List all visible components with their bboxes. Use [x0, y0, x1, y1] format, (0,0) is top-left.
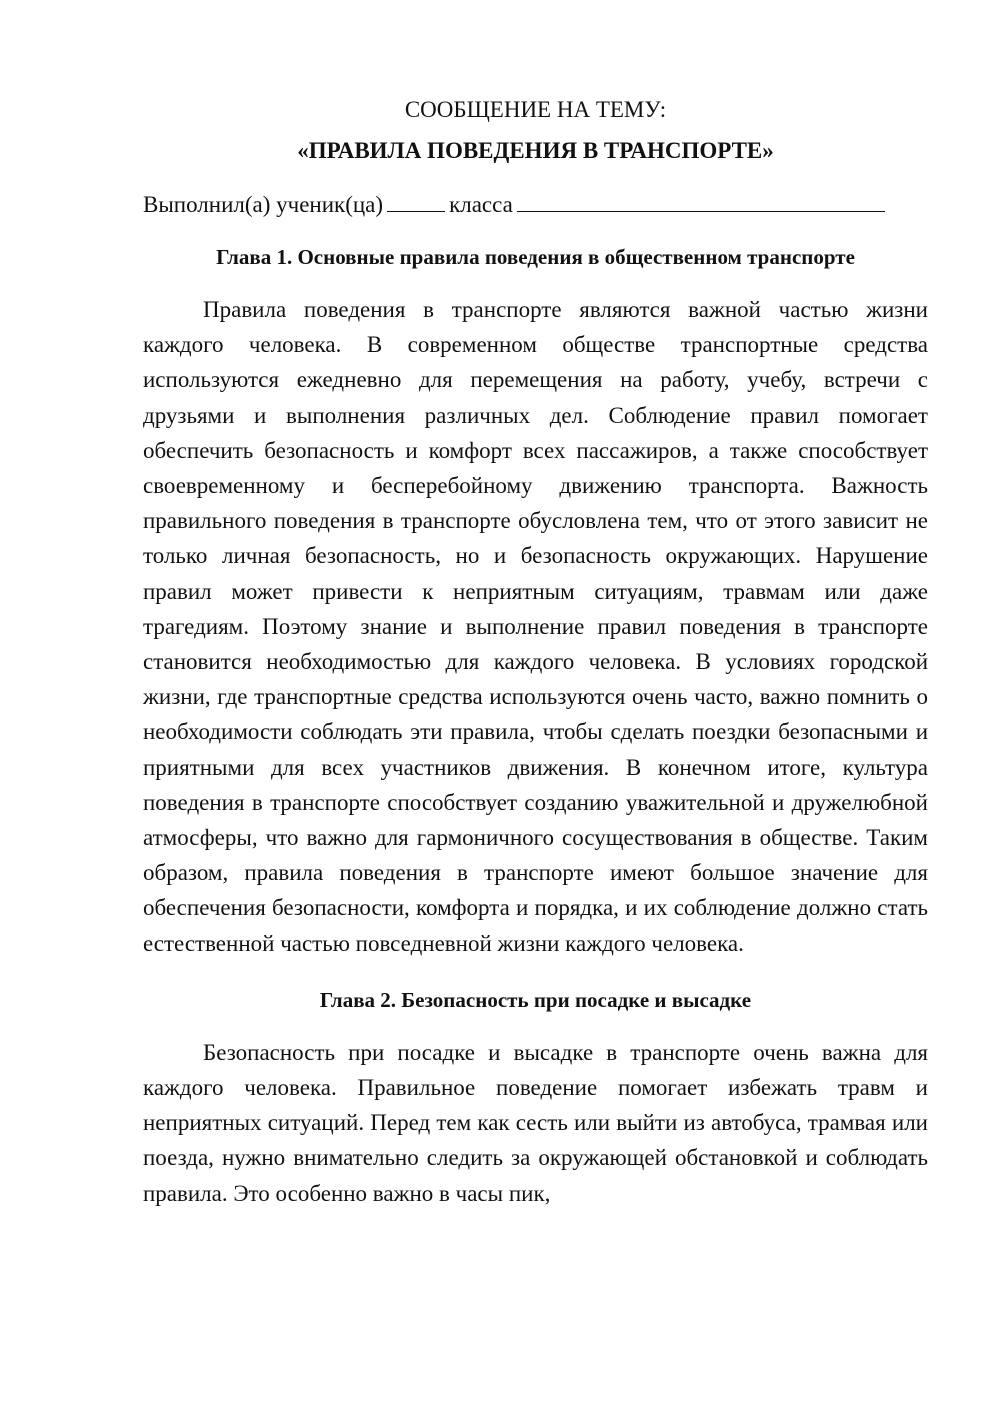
name-blank [517, 189, 885, 212]
chapter-1-paragraph: Правила поведения в транспорте являются важной частью жизни каждого человека. В современном обществе транспортные средства используются ежедневно для перемещения на работу, учебу, встречи с друзьями и выполнения различных дел. Соблюдение правил помогает обеспечить безопасность и комфорт всех пассажиров, а также способствует своевременному и бесперебойному движению транспорта. Важность правильного поведения в транспорте обусловлена тем, что от этого зависит не только личная безопасность, но и безопасность окружающих. Нарушение правил может привести к неприятным ситуациям, травмам или даже трагедиям. Поэтому знание и выполнение правил поведения в транспорте становится необходимостью для каждого человека. В условиях городской жизни, где транспортные средства используются очень часто, важно помнить о необходимости соблюдать эти правила, чтобы сделать поездки безопасными и приятными для всех участников движения. В конечном итоге, культура поведения в транспорте способствует созданию уважительной и дружелюбной атмосферы, что важно для гармоничного сосуществования в обществе. Таким образом, правила поведения в транспорте имеют большое значение для обеспечения безопасности, комфорта и порядка, и их соблюдение должно стать естественной частью повседневной жизни каждого человека. [143, 297, 928, 956]
document-title: СООБЩЕНИЕ НА ТЕМУ: [404, 97, 667, 122]
document-page [143, 92, 928, 1211]
document-subtitle: «ПРАВИЛА ПОВЕДЕНИЯ В ТРАНСПОРТЕ» [297, 138, 774, 163]
chapter-1-heading: Глава 1. Основные правила поведения в общественном транспорте [216, 245, 855, 269]
class-label: класса [449, 192, 513, 217]
class-blank [387, 189, 445, 212]
student-label: Выполнил(а) ученик(ца) [143, 192, 384, 217]
chapter-2-heading: Глава 2. Безопасность при посадке и высадке [319, 987, 752, 1012]
author-line [143, 187, 928, 222]
chapter-2-paragraph: Безопасность при посадке и высадке в транспорте очень важна для каждого человека. Правильное поведение помогает избежать травм и неприятных ситуаций. Перед тем как сесть или выйти из автобуса, трамвая или поезда, нужно внимательно следить за окружающей обстановкой и соблюдать правила. Это особенно важно в часы пик, [143, 1039, 928, 1206]
